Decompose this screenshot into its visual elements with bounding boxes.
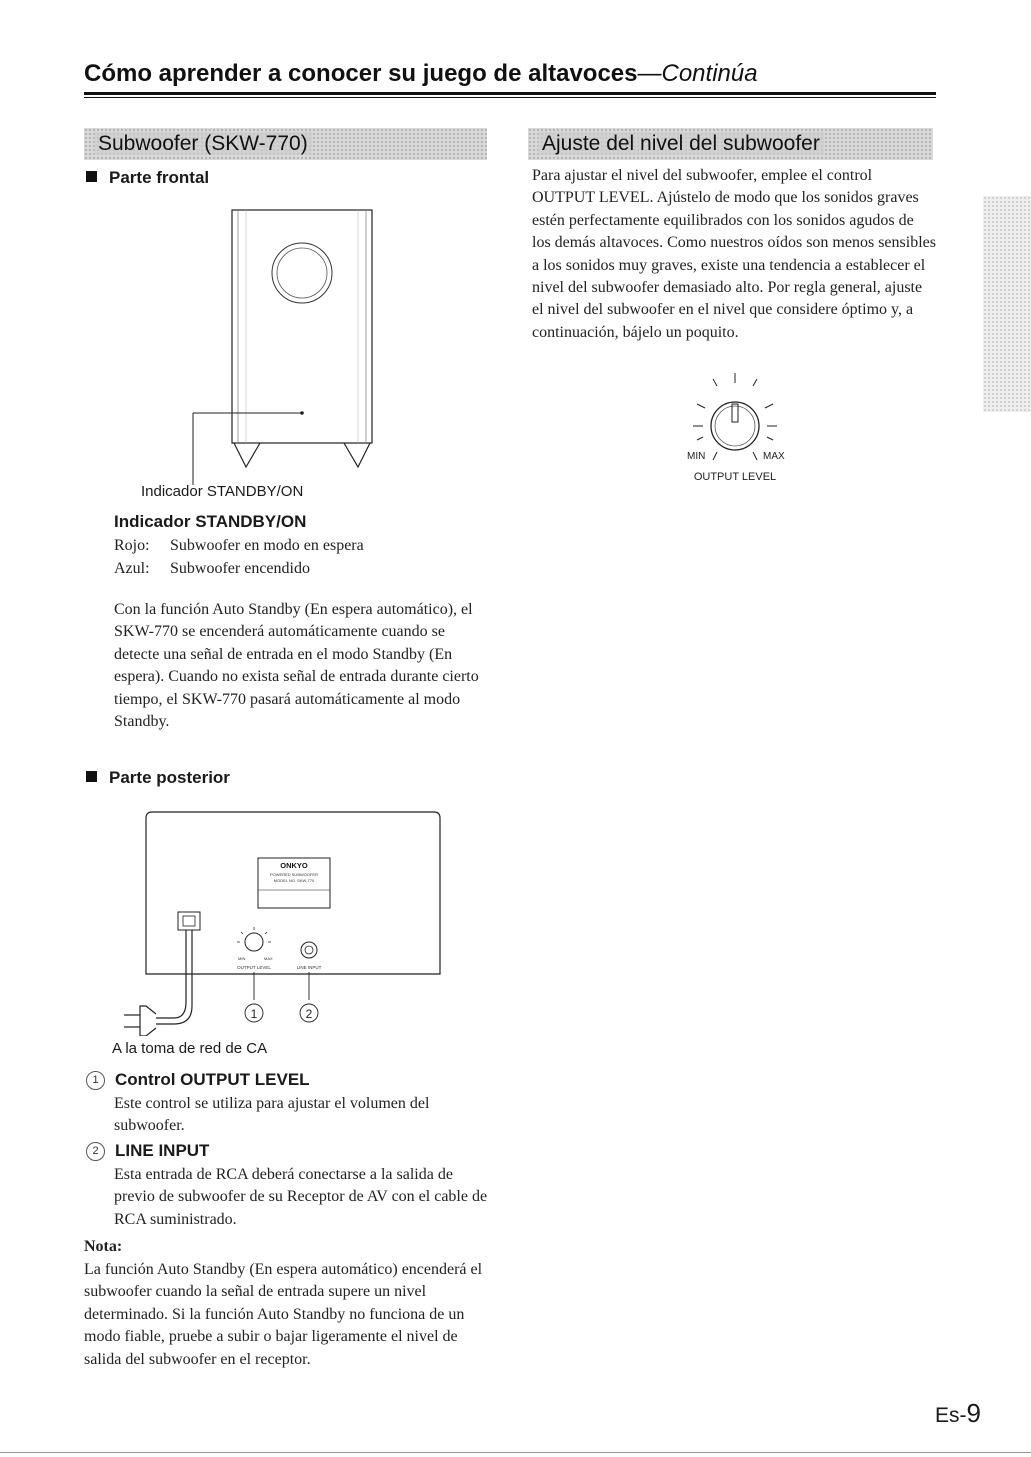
page-number-value: 9 <box>966 1398 981 1428</box>
callout-number-2: 2 <box>305 1007 313 1021</box>
state-key: Azul: <box>114 560 150 577</box>
front-heading-text: Parte frontal <box>109 168 210 187</box>
auto-standby-paragraph: Con la función Auto Standby (En espera automático), el SKW-770 se encenderá automáticamente cuando se detecte una señal de entrada en el modo Standby (En espera). Cuando no exista señal de entrada durante cierto tiempo, el SKW-770 pasará automáticamente al modo Standby. <box>114 601 479 731</box>
standby-indicator-callout: Indicador STANDBY/ON <box>141 483 304 500</box>
indicator-heading: Indicador STANDBY/ON <box>114 512 307 531</box>
knob-min-label: MIN <box>687 451 706 462</box>
state-value: Subwoofer encendido <box>170 560 310 577</box>
panel-output-level-label: OUTPUT LEVEL <box>237 965 271 970</box>
indicator-state-red <box>114 535 364 557</box>
panel-model-line2: MODEL NO. SKW-770 <box>273 878 315 883</box>
item-title: LINE INPUT <box>115 1141 210 1160</box>
callout-number-1: 1 <box>250 1007 258 1021</box>
knob-output-level-label: OUTPUT LEVEL <box>693 471 777 483</box>
rear-heading <box>86 768 230 788</box>
panel-max-label: MAX <box>264 956 273 961</box>
item-output-level-heading <box>86 1070 310 1090</box>
front-heading <box>86 168 209 188</box>
bullet-square <box>86 171 97 182</box>
panel-model-line1: POWERED SUBWOOFER <box>269 872 319 877</box>
item-line-input-text: Esta entrada de RCA deberá conectarse a la salida de previo de subwoofer de su Receptor de AV con el cable de RCA suministrado. <box>114 1166 488 1228</box>
header-rule <box>84 92 936 95</box>
number-badge: 1 <box>86 1071 105 1090</box>
ac-outlet-label: A la toma de red de CA <box>112 1040 268 1057</box>
page-title-continued: —Continúa <box>637 60 758 87</box>
output-level-knob-illustration <box>675 368 795 488</box>
page-title <box>84 60 758 88</box>
item-line-input-heading <box>86 1141 209 1161</box>
page-title-text: Cómo aprender a conocer su juego de altavoces <box>84 60 638 87</box>
note-title: Nota: <box>84 1238 123 1255</box>
subwoofer-rear-illustration <box>110 806 450 1036</box>
section-title-level: Ajuste del nivel del subwoofer <box>538 132 824 155</box>
page-number <box>935 1398 981 1429</box>
indicator-state-blue <box>114 558 310 580</box>
item-output-level-text: Este control se utiliza para ajustar el volumen del subwoofer. <box>114 1095 430 1135</box>
item-title: Control OUTPUT LEVEL <box>115 1070 310 1089</box>
panel-line-input-label: LINE INPUT <box>296 965 322 970</box>
bottom-rule <box>0 1452 1031 1453</box>
state-key: Rojo: <box>114 537 150 554</box>
page-number-prefix: Es- <box>935 1404 967 1427</box>
number-badge: 2 <box>86 1142 105 1161</box>
rear-heading-text: Parte posterior <box>109 768 230 787</box>
section-title-subwoofer: Subwoofer (SKW-770) <box>94 132 312 155</box>
section-banner-subwoofer <box>84 128 487 160</box>
panel-min-label: MIN <box>238 956 246 961</box>
state-value: Subwoofer en modo en espera <box>170 537 364 554</box>
bullet-square <box>86 771 97 782</box>
knob-max-label: MAX <box>763 451 785 462</box>
section-banner-level <box>528 128 933 160</box>
header-rule-thin <box>84 97 936 98</box>
side-thumb-tab <box>983 196 1031 412</box>
note-text: La función Auto Standby (En espera automático) encenderá el subwoofer cuando la señal de entrada supere un nivel determinado. Si la función Auto Standby no funciona de un modo fiable, pruebe a subir o bajar ligeramente el nivel de salida del subwoofer en el receptor. <box>84 1261 483 1368</box>
level-paragraph: Para ajustar el nivel del subwoofer, emplee el control OUTPUT LEVEL. Ajústelo de modo que los sonidos graves estén perfectamente equilibrados con los sonidos agudos de los demás altavoces. Como nuestros oídos son menos sensibles a los sonidos muy graves, existe una tendencia a establecer el nivel del subwoofer demasiado alto. Por regla general, ajuste el nivel del subwoofer en el nivel que considere óptimo y, a continuación, bájelo un poquito. <box>532 167 936 341</box>
panel-brand-label: ONKYO <box>280 861 308 870</box>
subwoofer-front-illustration <box>180 205 390 485</box>
